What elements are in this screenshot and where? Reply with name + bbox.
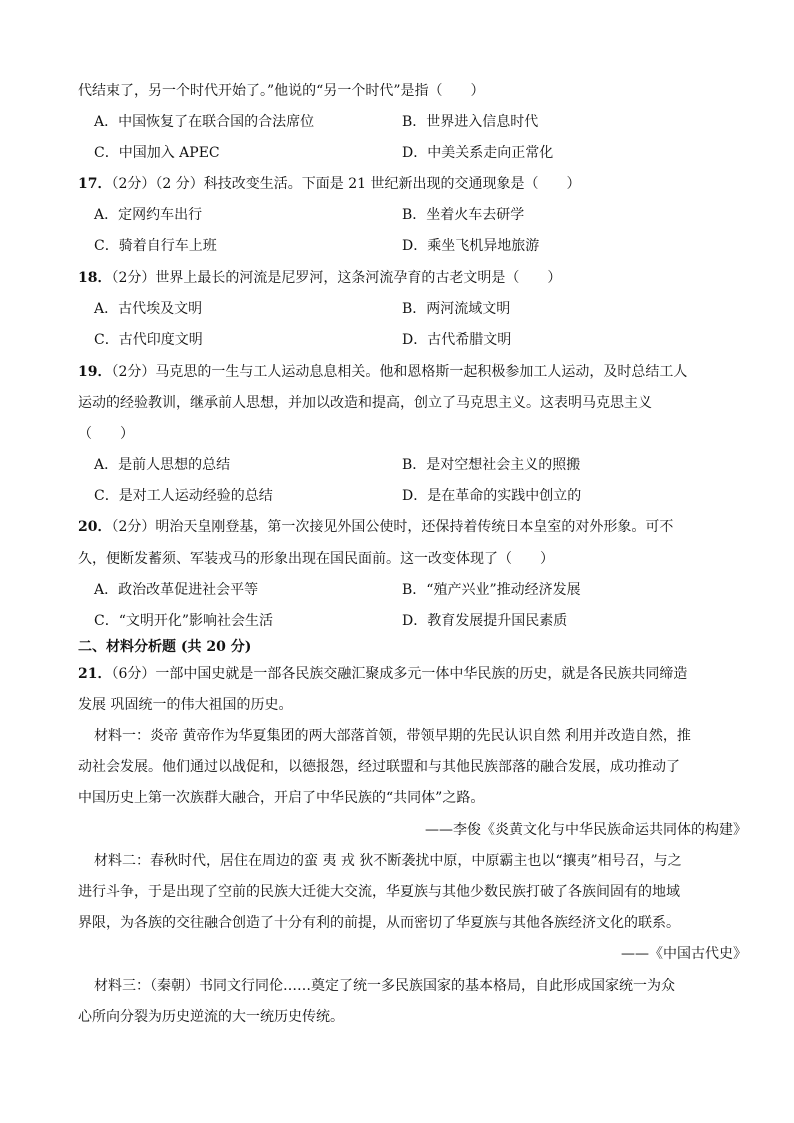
q20-stem-line2: 久，便断发蓄须、军装戎马的形象出现在国民面前。这一改变体现了（ ） <box>78 551 554 567</box>
q20-option-a: A．政治改革促进社会平等 <box>94 582 259 598</box>
q19-text-1: （2分）马克思的一生与工人运动息息相关。他和恩格斯一起积极参加工人运动，及时总结工人 <box>111 364 688 380</box>
material1-line2: 动社会发展。他们通过以战促和，以德报怨，经过联盟和与其他民族部落的融合发展，成功推动了 <box>78 759 680 775</box>
q18-option-d: D．古代希腊文明 <box>402 332 512 348</box>
q17-option-a: A．定网约车出行 <box>94 207 203 223</box>
q17-text: （2分）（2 分）科技改变生活。下面是 21 世纪新出现的交通现象是（ ） <box>111 176 581 192</box>
q20-option-d: D．教育发展提升国民素质 <box>402 613 568 629</box>
section-title: 二、材料分析题 (共 20 分) <box>78 639 252 655</box>
material2-line2: 进行斗争，于是出现了空前的民族大迁徙大交流，华夏族与其他少数民族打破了各族间固有的地域 <box>78 884 680 900</box>
q17-stem <box>78 174 580 194</box>
q19-number: 19． <box>78 364 112 380</box>
material2-line3: 界限，为各族的交往融合创造了十分有利的前提，从而密切了华夏族与其他各族经济文化的联系。 <box>78 915 680 931</box>
q20-option-c: C．“文明开化”影响社会生活 <box>94 613 274 629</box>
q20-option-b: B．“殖产兴业”推动经济发展 <box>402 582 581 598</box>
q18-option-b: B．两河流域文明 <box>402 301 511 317</box>
material2-line1: 材料二：春秋时代，居住在周边的蛮 夷 戎 狄不断袭扰中原，中原霸主也以“攘夷”相号召，与之 <box>94 853 682 869</box>
q21-stem-line2: 发展 巩固统一的伟大祖国的历史。 <box>78 697 293 713</box>
q18-number: 18． <box>78 270 112 286</box>
q21-stem-line1 <box>78 664 687 684</box>
q17-option-c: C．骑着自行车上班 <box>94 238 217 254</box>
material1-line1: 材料一：炎帝 黄帝作为华夏集团的两大部落首领，带领早期的先民认识自然 利用并改造自然，推 <box>94 728 691 744</box>
q16-stem-tail: 代结束了，另一个时代开始了。”他说的“另一个时代”是指（ ） <box>78 83 485 99</box>
q18-text: （2分）世界上最长的河流是尼罗河，这条河流孕育的古老文明是（ ） <box>111 270 562 286</box>
q19-option-b: B．是对空想社会主义的照搬 <box>402 457 581 473</box>
q16-option-d: D．中美关系走向正常化 <box>402 145 554 161</box>
q19-option-a: A．是前人思想的总结 <box>94 457 231 473</box>
q17-number: 17． <box>78 176 112 192</box>
material2-source: ——《中国古代史》 <box>621 946 747 962</box>
q21-text-1: （6分）一部中国史就是一部各民族交融汇聚成多元一体中华民族的历史，就是各民族共同缔造 <box>111 666 688 682</box>
q17-option-b: B．坐着火车去研学 <box>402 207 525 223</box>
q21-number: 21． <box>78 666 112 682</box>
q20-stem-line1 <box>78 517 673 537</box>
q18-stem <box>78 268 561 288</box>
q19-stem-line3: （ ） <box>78 426 134 442</box>
material1-line3: 中国历史上第一次族群大融合，开启了中华民族的“共同体”之路。 <box>78 790 485 806</box>
material3-line2: 心所向分裂为历史逆流的大一统历史传统。 <box>78 1009 344 1025</box>
q20-number: 20． <box>78 519 112 535</box>
q18-option-c: C．古代印度文明 <box>94 332 203 348</box>
material3-line1: 材料三：（秦朝）书同文行同伦……奠定了统一多民族国家的基本格局，自此形成国家统一为众 <box>94 978 675 994</box>
q16-option-a: A．中国恢复了在联合国的合法席位 <box>94 114 315 130</box>
q16-option-b: B．世界进入信息时代 <box>402 114 539 130</box>
q19-option-c: C．是对工人运动经验的总结 <box>94 488 273 504</box>
q18-option-a: A．古代埃及文明 <box>94 301 203 317</box>
q19-stem-line2: 运动的经验教训，继承前人思想，并加以改造和提高，创立了马克思主义。这表明马克思主义 <box>78 395 652 411</box>
q19-stem-line1 <box>78 362 687 382</box>
q19-option-d: D．是在革命的实践中创立的 <box>402 488 582 504</box>
q20-text-1: （2分）明治天皇刚登基，第一次接见外国公使时，还保持着传统日本皇室的对外形象。可不 <box>111 519 674 535</box>
q17-option-d: D．乘坐飞机异地旅游 <box>402 238 540 254</box>
material1-source: ——李俊《炎黄文化与中华民族命运共同体的构建》 <box>425 822 747 838</box>
q16-option-c: C．中国加入 APEC <box>94 145 220 161</box>
